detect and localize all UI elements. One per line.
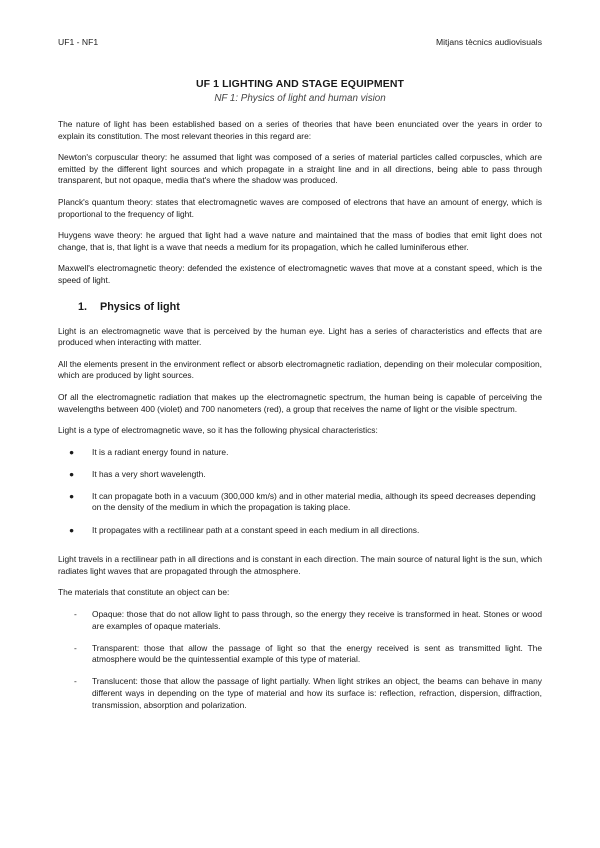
intro-paragraph: The nature of light has been established based on a series of theories that have been enunciated over the years in order to explain its constitution. The most relevant theories in this regard are: [58,119,542,141]
dash-icon: - [74,608,77,619]
rectilinear-paragraph: Light travels in a rectilinear path in all directions and is constant in each direction. The main source of natural light is the sun, which radiates light waves that are propagated through the atmosphere. [58,554,542,576]
list-item: - Transparent: those that allow the passage of light so that the energy received is sent as transmitted light. The atmosphere would be the quintessential example of this type of material. [74,642,542,665]
bullet-icon: ● [69,490,75,501]
list-item: - Opaque: those that do not allow light to pass through, so the energy they receive is transformed in heat. Stones or wood are examples of opaque materials. [74,608,542,631]
list-item: ● It has a very short wavelength. [69,468,206,479]
list-item: ● It propagates with a rectilinear path at a constant speed in each medium in all directions. [69,524,420,535]
header-left: UF1 - NF1 [58,37,99,47]
environment-paragraph: All the elements present in the environment reflect or absorb electromagnetic radiation, depending on their molecular composition, which are produced by light sources. [58,358,542,381]
list-item: - Translucent: those that allow the passage of light partially. When light strikes an object, the beams can behave in many different ways in depending on the type of material and how its surface is: reflection, refraction, dispersion, diffraction, transmission, absorption and polarization. [74,676,542,710]
header-right: Mitjans tècnics audiovisuals [435,37,542,47]
section-title: Physics of light [100,300,180,313]
list-item: ● It can propagate both in a vacuum (300,000 km/s) and in other material media, although its speed decreases depending on the density of the medium in which the propagation is taking place. [69,490,536,513]
dash-icon: - [74,642,77,653]
document-body [58,78,542,722]
list-item: ● It is a radiant energy found in nature. [69,446,229,457]
document-subtitle: NF 1: Physics of light and human vision [214,93,386,104]
bullet-icon: ● [69,468,75,479]
spectrum-paragraph: Of all the electromagnetic radiation that makes up the electromagnetic spectrum, the human being is capable of perceiving the wavelengths between 400 (violet) and 700 nanometers (red), a group that receives the name of light or the visible spectrum. [58,391,542,414]
planck-theory-paragraph: Planck's quantum theory: states that electromagnetic waves are composed of electrons that have an amount of energy, which is proportional to the frequency of light. [58,196,542,219]
huygens-theory-paragraph: Huygens wave theory: he argued that light had a wave nature and maintained that the mass of bodies that emit light does not change, that is, that light is a wave that needs a medium for its propagation, which he called luminiferous ether. [58,230,542,252]
bullet-icon: ● [69,446,75,457]
newton-theory-paragraph: Newton's corpuscular theory: he assumed that light was composed of a series of material particles called corpuscles, which are emitted by the different light sources and which propagate in a straight line and in all directions, being able to pass through transparent, but not opaque, media that's where the shadow was produced. [58,152,542,186]
materials-intro-paragraph: The materials that constitute an object can be: [58,587,230,598]
section-number: 1. [78,300,88,313]
characteristics-list [58,447,542,536]
dash-icon: - [74,676,77,687]
document-title: UF 1 LIGHTING AND STAGE EQUIPMENT [195,78,405,90]
characteristics-intro-paragraph: Light is a type of electromagnetic wave, so it has the following physical characteristics: [58,425,378,436]
materials-list [58,609,542,711]
light-definition-paragraph: Light is an electromagnetic wave that is perceived by the human eye. Light has a series of characteristics and effects that are produced when interacting with matter. [58,325,542,348]
bullet-icon: ● [69,524,75,535]
maxwell-theory-paragraph: Maxwell's electromagnetic theory: defended the existence of electromagnetic waves that move at a constant speed, which is the speed of light. [58,263,542,285]
section-heading [78,301,542,314]
